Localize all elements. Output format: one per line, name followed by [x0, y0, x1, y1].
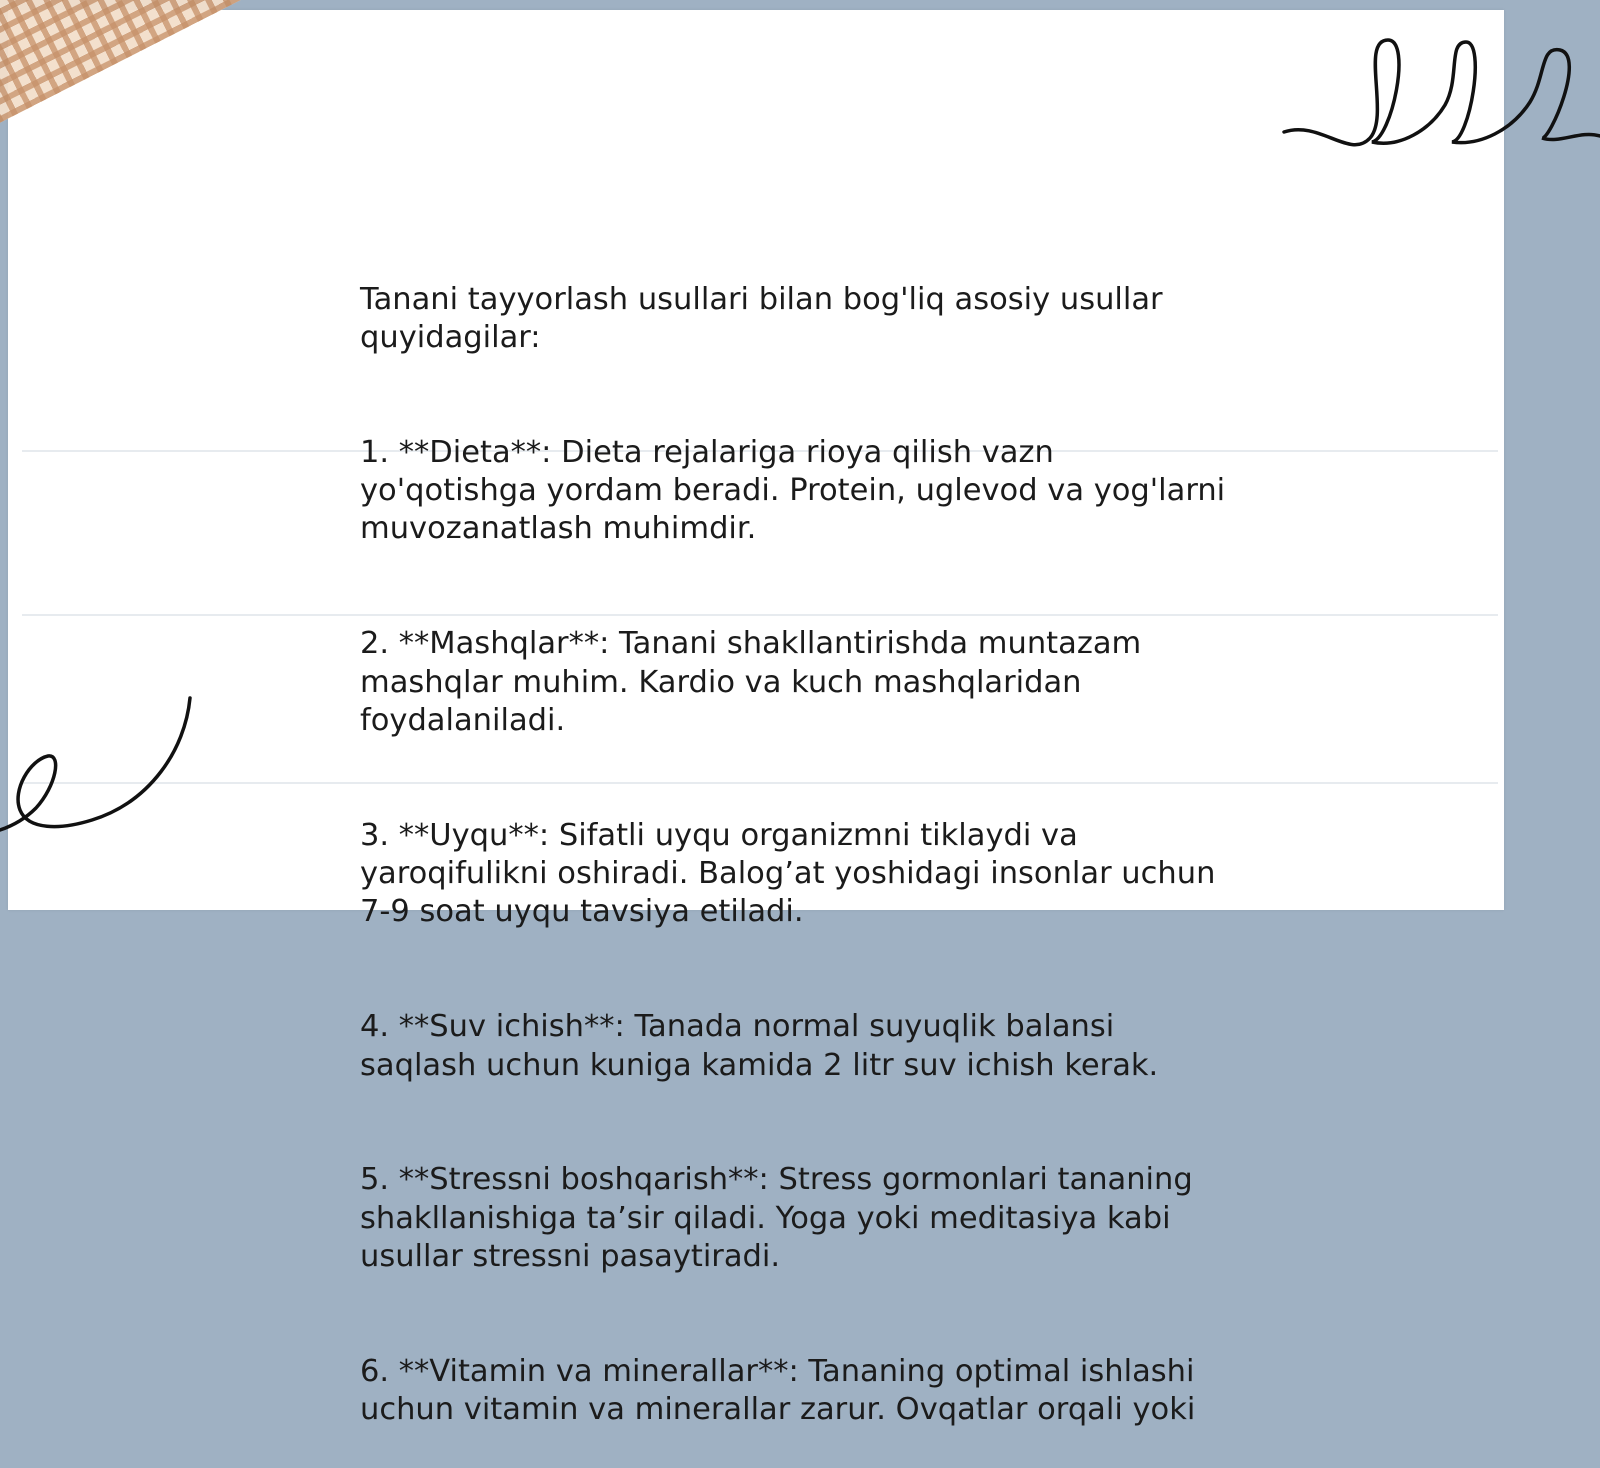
- list-item: 3. **Uyqu**: Sifatli uyqu organizmni tiklaydi va yaroqifulikni oshiradi. Balog’at yoshidagi insonlar uchun 7-9 soat uyqu tavsiya etiladi.: [360, 817, 1226, 930]
- loop-doodle-icon: [1280, 20, 1600, 170]
- document-body: [360, 204, 1240, 1468]
- document-intro: Tanani tayyorlash usullari bilan bog'liq asosiy usullar quyidagilar:: [360, 281, 1173, 355]
- list-item: 6. **Vitamin va minerallar**: Tananing optimal ishlashi uchun vitamin va minerallar zarur. Ovqatlar orqali yoki: [360, 1353, 1205, 1428]
- list-item: 4. **Suv ichish**: Tanada normal suyuqlik balansi saqlash uchun kuniga kamida 2 litr suv ichish kerak.: [360, 1009, 1159, 1083]
- swirl-doodle-icon: [0, 690, 200, 850]
- list-item: 2. **Mashqlar**: Tanani shakllantirishda muntazam mashqlar muhim. Kardio va kuch mashqlaridan foydalaniladi.: [360, 626, 1151, 738]
- list-item: 5. **Stressni boshqarish**: Stress gormonlari tananing shakllanishiga ta’sir qiladi. Yoga yoki meditasiya kabi usullar stressni pasaytiradi.: [360, 1162, 1203, 1275]
- list-item: 1. **Dieta**: Dieta rejalariga rioya qilish vazn yo'qotishga yordam beradi. Protein, uglevod va yog'larni muvozanatlash muhimdir.: [360, 434, 1235, 547]
